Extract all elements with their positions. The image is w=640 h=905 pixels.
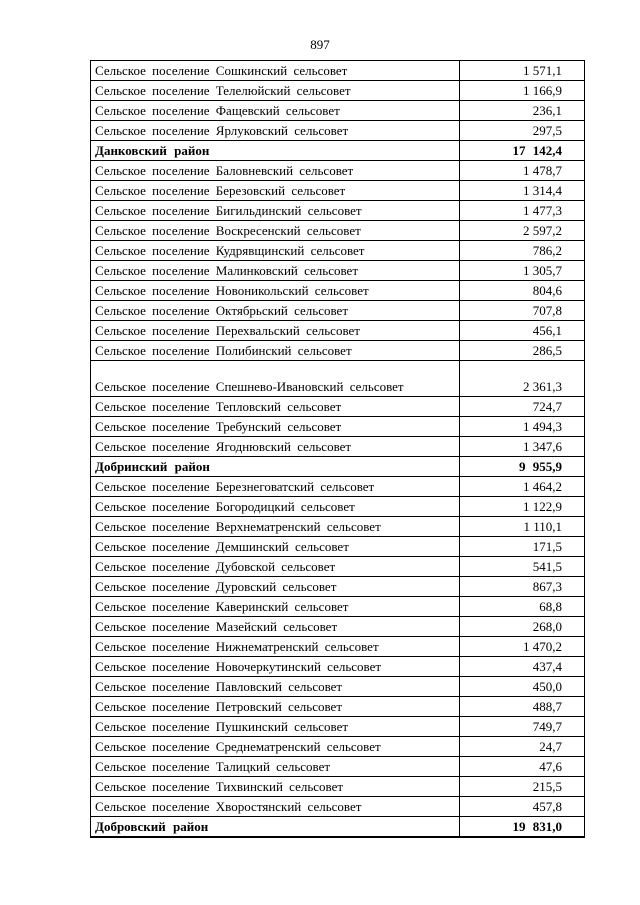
settlement-name: Сельское поселение Ягоднювский сельсовет	[91, 437, 460, 457]
table-row	[91, 737, 585, 757]
table-row	[91, 777, 585, 797]
settlement-name: Сельское поселение Телелюйский сельсовет	[91, 81, 460, 101]
table-row	[91, 261, 585, 281]
settlement-name: Сельское поселение Перехвальский сельсовет	[91, 321, 460, 341]
settlement-name: Сельское поселение Дубовской сельсовет	[91, 557, 460, 577]
table-row	[91, 181, 585, 201]
settlement-amount: 2 597,2	[460, 221, 585, 241]
table-row	[91, 557, 585, 577]
settlement-amount: 1 478,7	[460, 161, 585, 181]
table-row	[91, 417, 585, 437]
table-row	[91, 101, 585, 121]
table-row	[91, 361, 585, 397]
settlement-amount: 724,7	[460, 397, 585, 417]
table-row	[91, 757, 585, 777]
settlement-name: Сельское поселение Демшинский сельсовет	[91, 537, 460, 557]
settlement-amount: 1 494,3	[460, 417, 585, 437]
settlement-name: Сельское поселение Каверинский сельсовет	[91, 597, 460, 617]
settlement-name: Сельское поселение Хворостянский сельсовет	[91, 797, 460, 817]
settlement-amount: 47,6	[460, 757, 585, 777]
settlement-name: Сельское поселение Воскресенский сельсовет	[91, 221, 460, 241]
district-total: 17 142,4	[460, 141, 585, 161]
settlement-name: Сельское поселение Ярлуковский сельсовет	[91, 121, 460, 141]
table-row	[91, 537, 585, 557]
settlement-amount: 236,1	[460, 101, 585, 121]
settlement-name: Сельское поселение Малинковский сельсовет	[91, 261, 460, 281]
settlement-name: Сельское поселение Тихвинский сельсовет	[91, 777, 460, 797]
settlement-name: Сельское поселение Полибинский сельсовет	[91, 341, 460, 361]
table-row	[91, 617, 585, 637]
settlement-name: Сельское поселение Нижнематренский сельсовет	[91, 637, 460, 657]
table-row	[91, 241, 585, 261]
settlement-amount: 707,8	[460, 301, 585, 321]
settlement-name: Сельское поселение Кудрявщинский сельсовет	[91, 241, 460, 261]
settlement-name: Сельское поселение Талицкий сельсовет	[91, 757, 460, 777]
district-total: 19 831,0	[460, 817, 585, 838]
settlement-amount: 68,8	[460, 597, 585, 617]
settlement-name: Сельское поселение Павловский сельсовет	[91, 677, 460, 697]
district-row	[91, 817, 585, 838]
table-row	[91, 341, 585, 361]
settlement-amount: 1 122,9	[460, 497, 585, 517]
settlement-name: Сельское поселение Спешнево-Ивановский сельсовет	[91, 361, 460, 397]
settlement-amount: 1 347,6	[460, 437, 585, 457]
settlement-name: Сельское поселение Дуровский сельсовет	[91, 577, 460, 597]
table-row	[91, 637, 585, 657]
settlement-amount: 297,5	[460, 121, 585, 141]
settlement-amount: 1 464,2	[460, 477, 585, 497]
settlement-amount: 2 361,3	[460, 361, 585, 397]
budget-table	[90, 60, 585, 838]
table-body	[91, 61, 585, 838]
settlement-amount: 1 110,1	[460, 517, 585, 537]
settlement-amount: 437,4	[460, 657, 585, 677]
table-row	[91, 301, 585, 321]
settlement-name: Сельское поселение Баловневский сельсовет	[91, 161, 460, 181]
table-row	[91, 161, 585, 181]
table-row	[91, 321, 585, 341]
table-row	[91, 477, 585, 497]
settlement-amount: 215,5	[460, 777, 585, 797]
settlement-amount: 1 314,4	[460, 181, 585, 201]
settlement-amount: 786,2	[460, 241, 585, 261]
table-row	[91, 697, 585, 717]
settlement-amount: 867,3	[460, 577, 585, 597]
settlement-amount: 541,5	[460, 557, 585, 577]
settlement-name: Сельское поселение Березовский сельсовет	[91, 181, 460, 201]
table-row	[91, 597, 585, 617]
settlement-name: Сельское поселение Требунский сельсовет	[91, 417, 460, 437]
district-name: Добринский район	[91, 457, 460, 477]
district-name: Данковский район	[91, 141, 460, 161]
settlement-name: Сельское поселение Верхнематренский сельсовет	[91, 517, 460, 537]
settlement-amount: 1 166,9	[460, 81, 585, 101]
table-row	[91, 201, 585, 221]
settlement-name: Сельское поселение Березнеговатский сельсовет	[91, 477, 460, 497]
table-row	[91, 717, 585, 737]
settlement-name: Сельское поселение Октябрьский сельсовет	[91, 301, 460, 321]
page-number: 897	[310, 37, 330, 52]
district-total: 9 955,9	[460, 457, 585, 477]
settlement-amount: 749,7	[460, 717, 585, 737]
settlement-amount: 488,7	[460, 697, 585, 717]
settlement-name: Сельское поселение Богородицкий сельсовет	[91, 497, 460, 517]
district-name: Добровский район	[91, 817, 460, 838]
settlement-name: Сельское поселение Новочеркутинский сельсовет	[91, 657, 460, 677]
settlement-name: Сельское поселение Среднематренский сельсовет	[91, 737, 460, 757]
table-row	[91, 121, 585, 141]
settlement-amount: 456,1	[460, 321, 585, 341]
settlement-amount: 804,6	[460, 281, 585, 301]
table-row	[91, 797, 585, 817]
settlement-amount: 450,0	[460, 677, 585, 697]
table-row	[91, 577, 585, 597]
settlement-name: Сельское поселение Тепловский сельсовет	[91, 397, 460, 417]
table-row	[91, 677, 585, 697]
table-row	[91, 517, 585, 537]
settlement-amount: 1 477,3	[460, 201, 585, 221]
settlement-amount: 171,5	[460, 537, 585, 557]
table-row	[91, 281, 585, 301]
settlement-amount: 1 305,7	[460, 261, 585, 281]
table-row	[91, 81, 585, 101]
settlement-name: Сельское поселение Бигильдинский сельсовет	[91, 201, 460, 221]
settlement-name: Сельское поселение Фащевский сельсовет	[91, 101, 460, 121]
settlement-amount: 24,7	[460, 737, 585, 757]
table-row	[91, 497, 585, 517]
table-row	[91, 397, 585, 417]
table-row	[91, 61, 585, 81]
table-row	[91, 657, 585, 677]
settlement-name: Сельское поселение Сошкинский сельсовет	[91, 61, 460, 81]
settlement-name: Сельское поселение Новоникольский сельсовет	[91, 281, 460, 301]
settlement-amount: 286,5	[460, 341, 585, 361]
settlement-amount: 268,0	[460, 617, 585, 637]
settlement-name: Сельское поселение Мазейский сельсовет	[91, 617, 460, 637]
district-row	[91, 141, 585, 161]
table-row	[91, 221, 585, 241]
settlement-amount: 1 571,1	[460, 61, 585, 81]
district-row	[91, 457, 585, 477]
settlement-name: Сельское поселение Петровский сельсовет	[91, 697, 460, 717]
settlement-amount: 1 470,2	[460, 637, 585, 657]
settlement-amount: 457,8	[460, 797, 585, 817]
table-row	[91, 437, 585, 457]
settlement-name: Сельское поселение Пушкинский сельсовет	[91, 717, 460, 737]
